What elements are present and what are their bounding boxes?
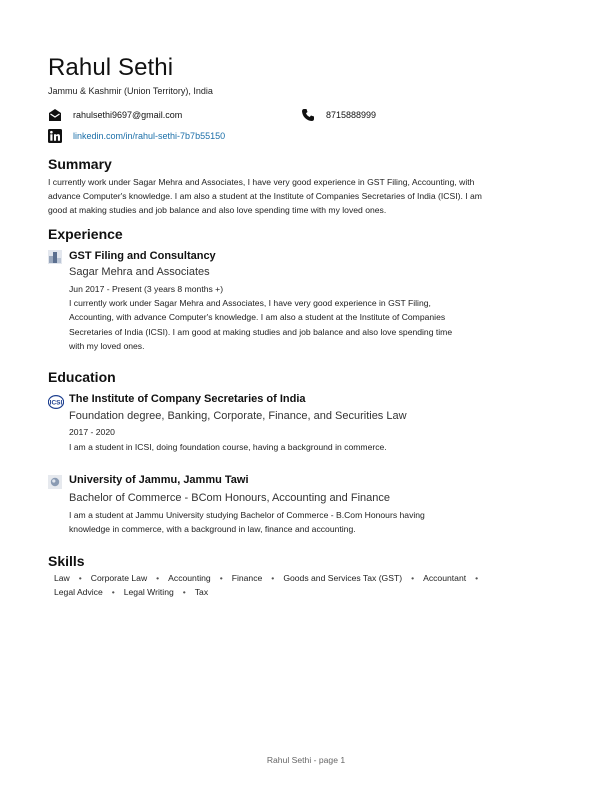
education-desc-line: I am a student at Jammu University studying Bachelor of Commerce - B.Com Honours having — [69, 510, 425, 520]
education-description — [69, 440, 539, 454]
skill-separator: • — [219, 573, 223, 583]
phone-text[interactable]: 8715888999 — [326, 110, 377, 120]
skill-item: Tax — [194, 587, 209, 598]
linkedin-link[interactable]: linkedin.com/in/rahul-sethi-7b7b55150 — [73, 131, 226, 141]
skills-row — [54, 571, 554, 585]
icsi-logo-icon — [48, 395, 64, 409]
phone-icon — [301, 108, 315, 127]
skill-separator: • — [182, 587, 186, 598]
education-desc-line: I am a student in ICSI, doing foundation course, having a background in commerce. — [69, 442, 387, 452]
education-desc-line: knowledge in commerce, with a background in law, finance and accounting. — [69, 524, 356, 535]
candidate-location: Jammu & Kashmir (Union Territory), India — [48, 86, 213, 96]
svg-text:ICSI: ICSI — [49, 399, 63, 407]
education-degree: Foundation degree, Banking, Corporate, Finance, and Securities Law — [69, 410, 407, 422]
skills-list — [54, 571, 554, 600]
education-description — [69, 508, 539, 537]
education-school: The Institute of Company Secretaries of India — [69, 393, 306, 405]
university-logo-icon — [48, 475, 62, 489]
experience-heading: Experience — [48, 226, 123, 242]
skill-item: Law — [54, 573, 70, 583]
linkedin-icon — [48, 129, 62, 148]
skill-item: Accounting — [168, 573, 211, 583]
summary-line: I currently work under Sagar Mehra and Associates, I have very good experience in GST Filing, Accounting, with — [48, 177, 475, 187]
page-footer: Rahul Sethi - page 1 — [266, 755, 346, 765]
skill-separator: • — [156, 573, 160, 583]
experience-company: Sagar Mehra and Associates — [69, 266, 210, 278]
experience-desc-line: with my loved ones. — [69, 341, 145, 352]
experience-title: GST Filing and Consultancy — [69, 250, 216, 262]
candidate-name: Rahul Sethi — [48, 54, 174, 81]
experience-desc-line: Secretaries of India (ICSI). I am good at making studies and job balance and also love spending time — [69, 326, 453, 337]
skill-separator: • — [111, 587, 115, 598]
experience-desc-line: I currently work under Sagar Mehra and Associates, I have very good experience in GST Filing, — [69, 298, 431, 308]
skill-separator: • — [411, 573, 415, 583]
envelope-icon — [48, 108, 62, 127]
education-school: University of Jammu, Jammu Tawi — [69, 474, 249, 486]
skill-item: Finance — [231, 573, 263, 583]
experience-dates: Jun 2017 - Present (3 years 8 months +) — [69, 284, 224, 294]
summary-line: advance Computer's knowledge. I am also a student at the Institute of Companies Secretaries of India (ICSI). I am — [48, 191, 482, 201]
skills-row — [54, 585, 554, 599]
skill-item: Goods and Services Tax (GST) — [283, 573, 403, 583]
education-degree: Bachelor of Commerce - BCom Honours, Accounting and Finance — [69, 492, 390, 504]
summary-heading: Summary — [48, 156, 112, 172]
experience-description — [69, 296, 539, 354]
skill-item: Accountant — [423, 573, 467, 583]
skill-separator: • — [78, 573, 82, 583]
skills-heading: Skills — [48, 553, 85, 569]
skill-separator: • — [271, 573, 275, 583]
summary-text — [48, 175, 563, 217]
email-text[interactable]: rahulsethi9697@gmail.com — [73, 110, 183, 120]
experience-desc-line: Accounting, with advance Computer's knowledge. I am also a student at the Institute of Companies — [69, 312, 446, 323]
skill-separator: • — [475, 573, 479, 583]
skill-item: Legal Writing — [123, 587, 174, 598]
skill-item: Corporate Law — [90, 573, 148, 583]
skill-item: Legal Advice — [54, 587, 103, 598]
company-logo-icon — [48, 250, 62, 264]
education-dates: 2017 - 2020 — [69, 427, 115, 437]
education-heading: Education — [48, 369, 116, 385]
summary-line: good at making studies and job balance and also love spending time with my loved ones. — [48, 205, 387, 215]
